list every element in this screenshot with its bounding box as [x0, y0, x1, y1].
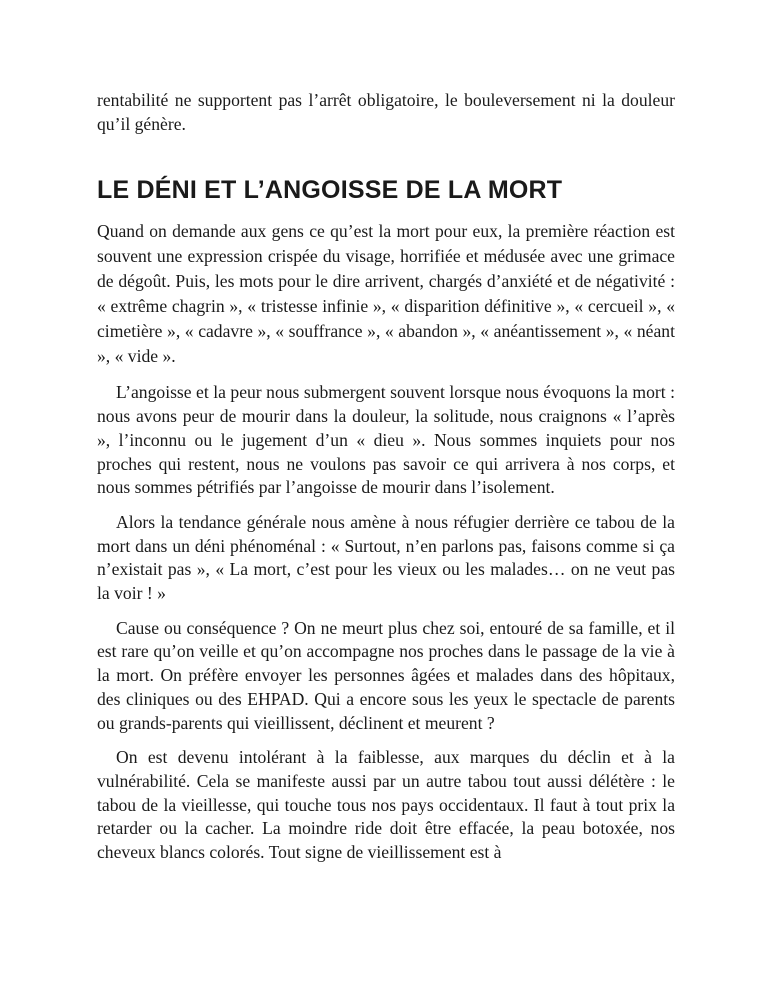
body-paragraph: Quand on demande aux gens ce qu’est la mort pour eux, la première réaction est souvent une expression crispée du visage, horrifiée et médusée avec une grimace de dégoût. Puis, les mots pour le dire arrivent, chargés d’anxiété et de négativité : « extrême chagrin », « tristesse infinie », « disparition définitive », « cercueil », « cimetière », « cadavre », « souffrance », « abandon », « anéantissement », « néant », « vide ». [97, 221, 675, 367]
document-page [97, 89, 675, 876]
body-paragraph: L’angoisse et la peur nous submergent souvent lorsque nous évoquons la mort : nous avons peur de mourir dans la douleur, la solitude, nous craignons « l’après », l’inconnu ou le jugement d’un « dieu ». Nous sommes inquiets pour nos proches qui restent, nous ne voulons pas savoir ce qui arrivera à nos corps, et nous sommes pétrifiés par l’angoisse de mourir dans l’isolement. [97, 382, 675, 498]
section-heading: LE DÉNI ET L’ANGOISSE DE LA MORT [97, 176, 563, 205]
body-paragraph: Cause ou conséquence ? On ne meurt plus chez soi, entouré de sa famille, et il est rare qu’on veille et qu’on accompagne nos proches dans le passage de la vie à la mort. On préfère envoyer les personnes âgées et malades dans des hôpitaux, des cliniques ou des EHPAD. Qui a encore sous les yeux le spectacle de parents ou grands-parents qui vieillissent, déclinent et meurent ? [97, 617, 675, 733]
body-paragraph: On est devenu intolérant à la faiblesse, aux marques du déclin et à la vulnérabilité. Cela se manifeste aussi par un autre tabou tout aussi délétère : le tabou de la vieillesse, qui touche tous nos pays occidentaux. Il faut à tout prix la retarder ou la cacher. La moindre ride doit être effacée, la peau botoxée, nos cheveux blancs colorés. Tout signe de vieillissement est à [97, 747, 675, 863]
continued-paragraph: rentabilité ne supportent pas l’arrêt obligatoire, le bouleversement ni la douleur qu’il génère. [97, 90, 675, 134]
body-paragraph: Alors la tendance générale nous amène à nous réfugier derrière ce tabou de la mort dans un déni phénoménal : « Surtout, n’en parlons pas, faisons comme si ça n’existait pas », « La mort, c’est pour les vieux ou les malades… on ne veut pas la voir ! » [97, 511, 675, 604]
